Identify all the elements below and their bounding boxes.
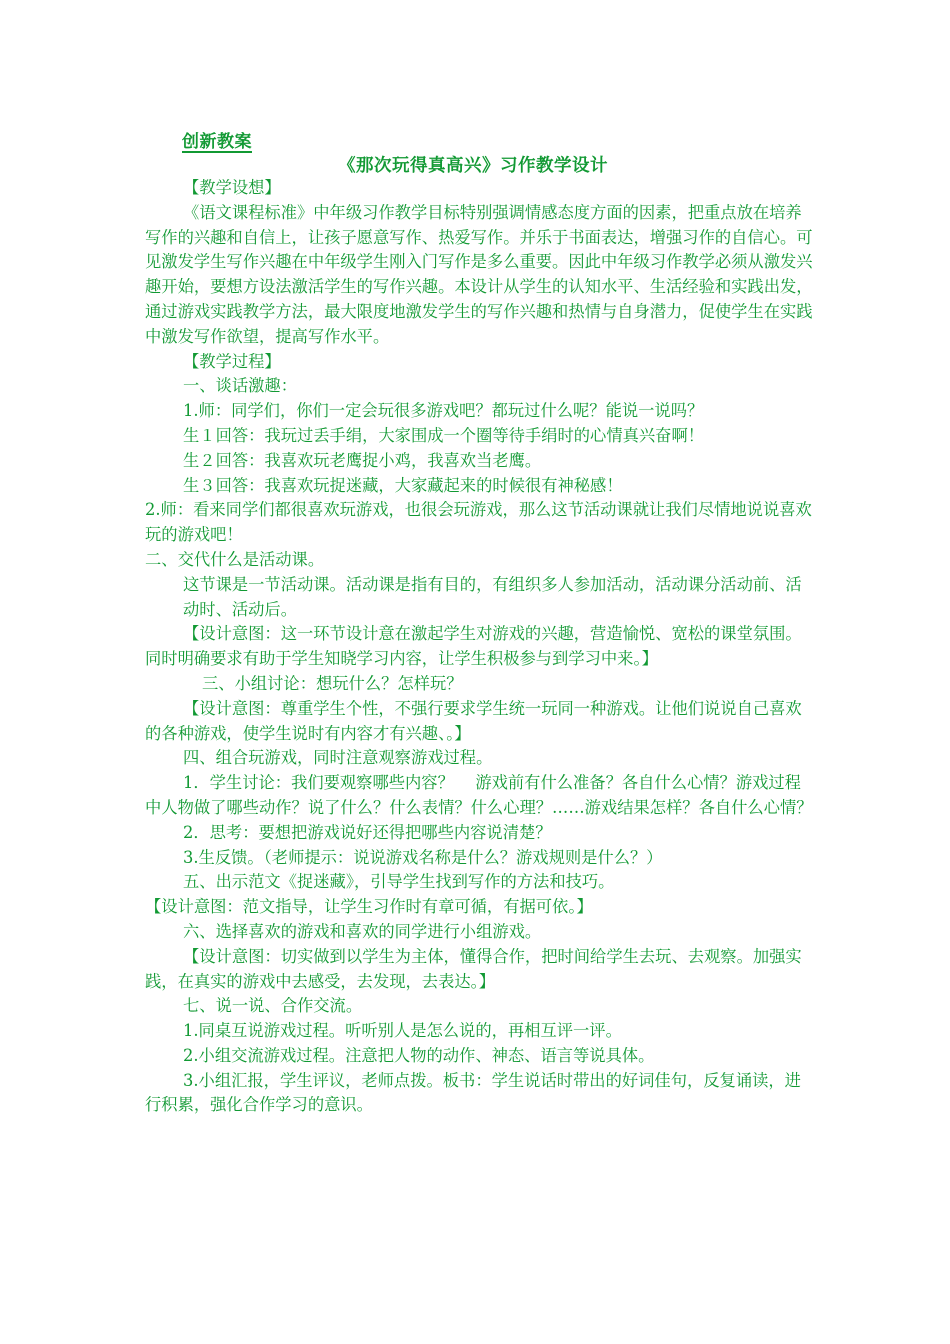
paragraph: 一、谈话激趣：	[183, 376, 297, 396]
paragraph: 2．思考：要想把游戏说好还得把哪些内容说清楚？	[183, 822, 552, 842]
paragraph: 1．学生讨论：我们要观察哪些内容？ 游戏前有什么准备？各自什么心情？游戏过程中人物做了哪些动作？说了什么？什么表情？什么心理？……游戏结果怎样？各自什么心情？	[145, 773, 813, 817]
document-title: 《那次玩得真高兴》习作教学设计	[338, 156, 608, 176]
paragraph: 五、出示范文《捉迷藏》，引导学生找到写作的方法和技巧。	[183, 872, 615, 892]
paragraph: 【设计意图：范文指导，让学生习作时有章可循，有据可依。】	[145, 897, 593, 917]
paragraph: 3.生反馈。（老师提示：说说游戏名称是什么？游戏规则是什么？）	[183, 847, 663, 867]
paragraph: 【设计意图：尊重学生个性，不强行要求学生统一玩同一种游戏。让他们说说自己喜欢的各种游戏，使学生说时有内容才有兴趣、。】	[145, 698, 802, 743]
paragraph: 2.师：看来同学们都很喜欢玩游戏，也很会玩游戏，那么这节活动课就让我们尽情地说说喜欢玩的游戏吧！	[145, 500, 812, 545]
paragraph: 六、选择喜欢的游戏和喜欢的同学进行小组游戏。	[183, 921, 542, 941]
paragraph: 2.小组交流游戏过程。注意把人物的动作、神态、语言等说具体。	[183, 1045, 655, 1065]
paragraph: 【设计意图：切实做到以学生为主体，懂得合作，把时间给学生去玩、去观察。加强实践，在真实的游戏中去感受，去发现，去表达。】	[145, 946, 802, 991]
paragraph: 【教学过程】	[183, 351, 281, 371]
paragraph: 【教学设想】	[183, 178, 281, 197]
paragraph: 三、小组讨论：想玩什么？怎样玩？	[202, 673, 463, 693]
paragraph: 生３回答：我喜欢玩捉迷藏，大家藏起来的时候很有神秘感！	[183, 475, 623, 495]
paragraph: 生２回答：我喜欢玩老鹰捉小鸡，我喜欢当老鹰。	[183, 450, 542, 470]
document-body	[145, 176, 813, 1118]
paragraph: 【设计意图：这一环节设计意在激起学生对游戏的兴趣，营造愉悦、宽松的课堂氛围。同时明确要求有助于学生知晓学习内容，让学生积极参与到学习中来。】	[145, 624, 802, 669]
paragraph: 生１回答：我玩过丢手绢，大家围成一个圈等待手绢时的心情真兴奋啊！	[183, 425, 705, 445]
paragraph: 1.师：同学们，你们一定会玩很多游戏吧？都玩过什么呢？能说一说吗？	[183, 401, 704, 421]
paragraph: 二、交代什么是活动课。	[145, 549, 325, 569]
header-label: 创新教案	[182, 132, 252, 152]
paragraph: 1.同桌互说游戏过程。听听别人是怎么说的，再相互评一评。	[183, 1021, 622, 1041]
paragraph: 四、组合玩游戏，同时注意观察游戏过程。	[183, 748, 493, 768]
paragraph: 这节课是一节活动课。活动课是指有目的，有组织多人参加活动，活动课分活动前、活动时、活动后。	[183, 574, 802, 619]
paragraph: 《语文课程标准》中年级习作教学目标特别强调情感态度方面的因素，把重点放在培养写作的兴趣和自信上，让孩子愿意写作、热爱写作。并乐于书面表达，增强习作的自信心。可见激发学生写作兴趣在中年级学生刚入门写作是多么重要。因此中年级习作教学必须从激发兴趣开始，要想方设法激活学生的写作兴趣。本设计从学生的认知水平、生活经验和实践出发，通过游戏实践教学方法，最大限度地激发学生的写作兴趣和热情与自身潜力，促使学生在实践中激发写作欲望，提高写作水平。	[145, 202, 813, 346]
paragraph: 3.小组汇报，学生评议，老师点拨。板书：学生说话时带出的好词佳句，反复诵读，进行积累，强化合作学习的意识。	[145, 1070, 801, 1115]
paragraph: 七、说一说、合作交流。	[183, 996, 363, 1016]
